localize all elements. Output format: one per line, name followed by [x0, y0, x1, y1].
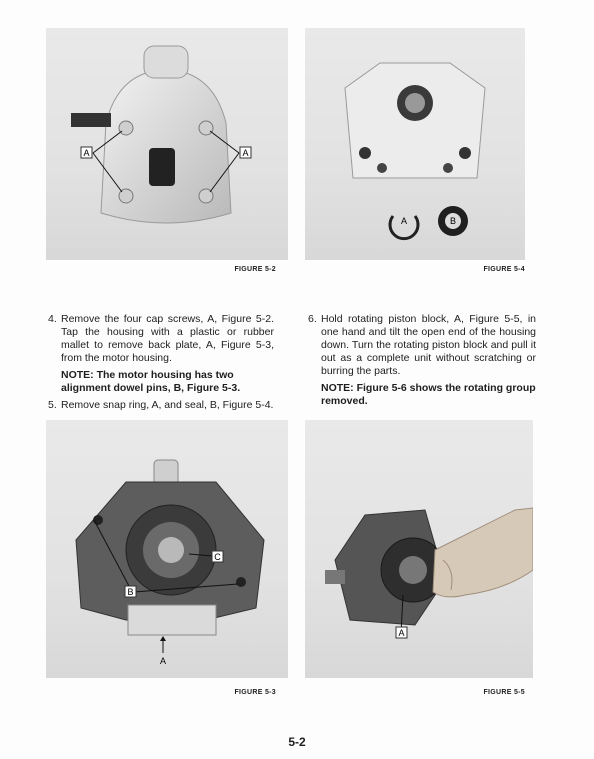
step-6	[308, 313, 536, 378]
fig-5-4-callout-b: B	[449, 216, 457, 226]
figure-5-2-caption: FIGURE 5-2	[234, 266, 276, 273]
step-4-number: 4.	[48, 313, 57, 325]
fig-5-3-callout-a: A	[159, 656, 167, 666]
step-6-text: Hold rotating piston block, A, Figure 5-5, in one hand and tilt the open end of the housing down. Turn the rotating piston block and pull it out as a complete unit without scratching or burring the parts.	[321, 313, 536, 377]
fig-5-5-callout-a: A	[398, 628, 405, 638]
figure-5-4-photo	[305, 28, 525, 260]
step-5	[48, 399, 274, 412]
step-5-number: 5.	[48, 399, 57, 411]
step-6-number: 6.	[308, 313, 317, 325]
fig-5-3-callout-c: C	[214, 552, 221, 562]
figure-5-5-photo	[305, 420, 533, 678]
figure-5-5-caption: FIGURE 5-5	[483, 689, 525, 696]
figure-5-3-caption: FIGURE 5-3	[234, 689, 276, 696]
fig-5-2-callout-a-left: A	[83, 148, 90, 158]
figure-5-3-photo	[46, 420, 288, 678]
fig-5-4-callout-a: A	[400, 216, 408, 226]
figure-5-4-caption: FIGURE 5-4	[483, 266, 525, 273]
left-column	[48, 313, 274, 416]
page-number: 5-2	[288, 735, 306, 749]
right-note: NOTE: Figure 5-6 shows the rotating group removed.	[321, 382, 536, 407]
left-note: NOTE: The motor housing has two alignment dowel pins, B, Figure 5-3.	[61, 369, 241, 394]
figure-5-2-photo	[46, 28, 288, 260]
right-column	[308, 313, 536, 412]
step-4	[48, 313, 274, 365]
step-4-text: Remove the four cap screws, A, Figure 5-2. Tap the housing with a plastic or rubber mallet to remove back plate, A, Figure 5-3, from the motor housing.	[61, 313, 274, 364]
fig-5-2-callout-a-right: A	[242, 148, 249, 158]
step-5-text: Remove snap ring, A, and seal, B, Figure 5-4.	[61, 399, 274, 411]
fig-5-3-callout-b: B	[127, 587, 134, 597]
